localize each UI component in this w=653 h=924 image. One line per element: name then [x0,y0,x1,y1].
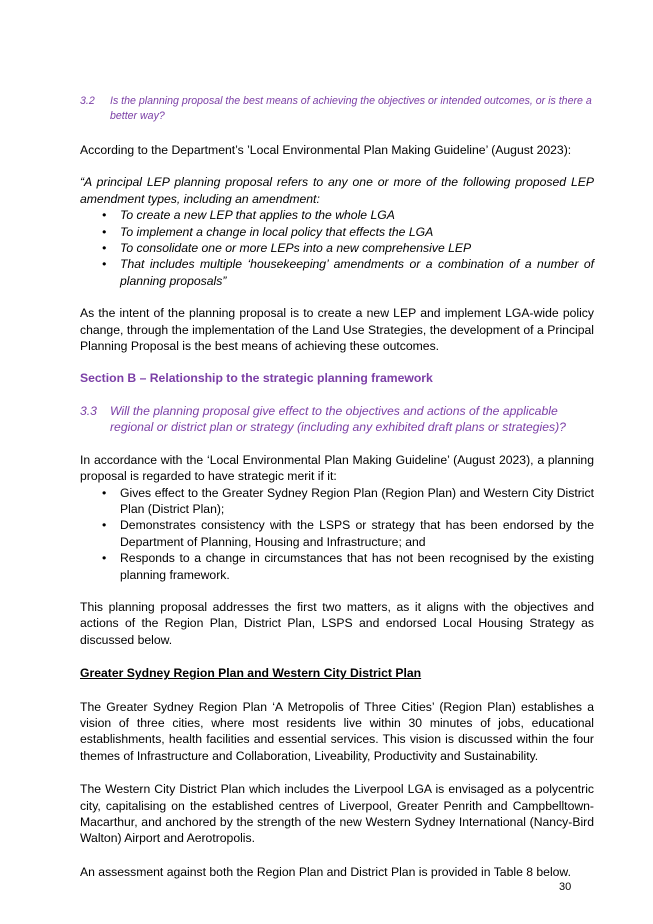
question-3-2-heading [80,94,594,124]
page-number: 30 [559,881,572,893]
list-item: • Responds to a change in circumstances that has not been recognised by the existing planning framework. [102,551,594,582]
question-number: 3.3 [80,403,97,418]
bullet-icon: • [102,257,107,272]
question-text: Will the planning proposal give effect to the objectives and actions of the applicable regional or district plan or strategy (including any exhibited draft plans or strategies)? [110,403,566,435]
quote-lead: “A principal LEP planning proposal refers to any one or more of the following proposed LEP amendment types, including an amendment: [80,175,594,206]
region-plan-subheading: Greater Sydney Region Plan and Western City District Plan [80,666,422,681]
bullet-icon: • [102,518,107,533]
quote-bullet-list [80,207,594,289]
addresses-paragraph: This planning proposal addresses the first two matters, as it aligns with the objectives and actions of the Region Plan, District Plan, LSPS and endorsed Local Housing Strategy as discussed below. [80,599,594,647]
guideline-intro-paragraph: According to the Department’s ’Local Environmental Plan Making Guideline’ (August 2023): [80,143,572,157]
question-text: Is the planning proposal the best means of achieving the objectives or intended outcomes, or is there a better way? [110,95,592,122]
bullet-icon: • [102,551,107,566]
district-plan-paragraph: The Western City District Plan which includes the Liverpool LGA is envisaged as a polycentric city, capitalising on the established centres of Liverpool, Greater Penrith and Campbelltown-Macarthur, and anchored by the strength of the new Western Sydney International (Nancy-Bird Walton) Airport and Aerotropolis. [80,782,594,846]
strategic-merit-lead: In accordance with the ‘Local Environmental Plan Making Guideline’ (August 2023), a planning proposal is regarded to have strategic merit if it: [80,452,594,484]
bullet-icon: • [102,241,107,256]
assessment-paragraph: An assessment against both the Region Plan and District Plan is provided in Table 8 below. [80,864,571,879]
strategic-merit-block [80,452,594,583]
document-page [80,0,594,880]
intent-paragraph: As the intent of the planning proposal is to create a new LEP and implement LGA-wide policy change, through the implementation of the Land Use Strategies, the development of a Principal Planning Proposal is the best means of achieving these outcomes. [80,306,594,354]
list-item: • To implement a change in local policy that effects the LGA [102,224,434,239]
strategic-merit-list [80,485,594,583]
bullet-icon: • [102,224,107,239]
list-item: • To create a new LEP that applies to the whole LGA [102,208,395,223]
list-item: • Gives effect to the Greater Sydney Region Plan (Region Plan) and Western City District Plan (District Plan); [102,485,594,516]
bullet-icon: • [102,485,107,500]
section-b-heading: Section B – Relationship to the strategic planning framework [80,371,433,386]
guideline-quote [80,174,594,289]
question-3-3-heading [80,403,594,436]
list-item: • To consolidate one or more LEPs into a new comprehensive LEP [102,241,472,256]
list-item: • Demonstrates consistency with the LSPS or strategy that has been endorsed by the Department of Planning, Housing and Infrastructure; and [102,518,594,549]
region-plan-paragraph: The Greater Sydney Region Plan ‘A Metropolis of Three Cities’ (Region Plan) establishes a vision of three cities, where most residents live within 30 minutes of jobs, educational establishments, health facilities and essential services. This vision is discussed within the four themes of Infrastructure and Collaboration, Liveability, Productivity and Sustainability. [80,699,594,763]
bullet-icon: • [102,208,107,223]
question-number: 3.2 [80,95,95,107]
list-item: • That includes multiple ‘housekeeping’ amendments or a combination of a number of planning proposals” [102,257,594,288]
